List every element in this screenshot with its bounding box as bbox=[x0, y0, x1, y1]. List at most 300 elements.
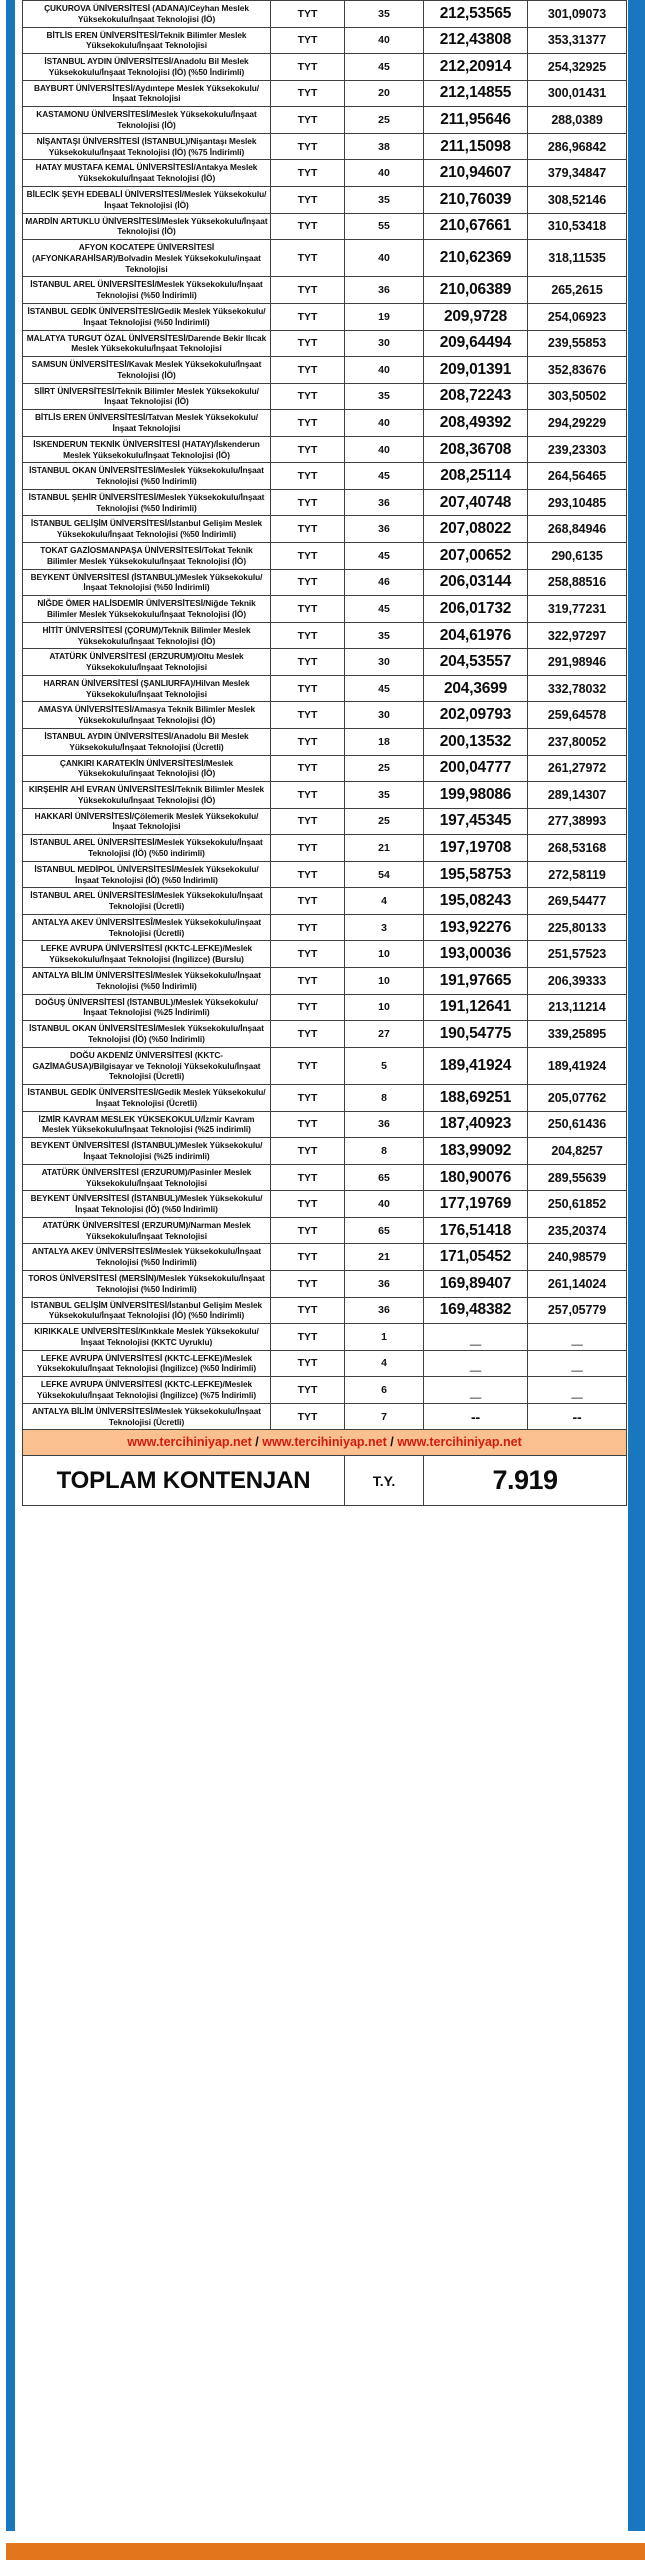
table-row bbox=[23, 622, 627, 649]
table-row bbox=[23, 357, 627, 384]
exam-type-cell: TYT bbox=[271, 888, 345, 915]
program-name-cell: SİİRT ÜNİVERSİTESİ/Teknik Bilimler Meslek Yüksekokulu/İnşaat Teknolojisi (İÖ) bbox=[23, 383, 271, 410]
base-score-cell: 208,72243 bbox=[424, 383, 528, 410]
quota-cell: 10 bbox=[345, 968, 424, 995]
program-name-cell: NİŞANTAŞI ÜNİVERSİTESİ (İSTANBUL)/Nişantaşı Meslek Yüksekokulu/İnşaat Teknolojisi (İÖ) (%75 İndirimli) bbox=[23, 133, 271, 160]
exam-type-cell: TYT bbox=[271, 1138, 345, 1165]
quota-cell: 65 bbox=[345, 1217, 424, 1244]
program-name-cell: İSTANBUL ŞEHİR ÜNİVERSİTESİ/Meslek Yüksekokulu/İnşaat Teknolojisi (%50 İndirimli) bbox=[23, 489, 271, 516]
quota-cell: 65 bbox=[345, 1164, 424, 1191]
exam-type-cell: TYT bbox=[271, 107, 345, 134]
bottom-white-gap bbox=[0, 2531, 645, 2543]
exam-type-cell: TYT bbox=[271, 1164, 345, 1191]
quota-cell: 4 bbox=[345, 1350, 424, 1377]
exam-type-cell: TYT bbox=[271, 277, 345, 304]
quota-cell: 30 bbox=[345, 330, 424, 357]
quota-cell: 6 bbox=[345, 1377, 424, 1404]
exam-type-cell: TYT bbox=[271, 702, 345, 729]
program-name-cell: BEYKENT ÜNİVERSİTESİ (İSTANBUL)/Meslek Yüksekokulu/İnşaat Teknolojisi (%25 indirimli) bbox=[23, 1138, 271, 1165]
quota-cell: 30 bbox=[345, 702, 424, 729]
top-score-cell: 213,11214 bbox=[528, 994, 627, 1021]
table-row bbox=[23, 914, 627, 941]
quota-cell: 35 bbox=[345, 622, 424, 649]
base-score-cell: 204,3699 bbox=[424, 675, 528, 702]
base-score-cell: 197,19708 bbox=[424, 835, 528, 862]
exam-type-cell: TYT bbox=[271, 649, 345, 676]
table-row bbox=[23, 702, 627, 729]
table-row bbox=[23, 1021, 627, 1048]
program-name-cell: SAMSUN ÜNİVERSİTESİ/Kavak Meslek Yüksekokulu/İnşaat Teknolojisi (İÖ) bbox=[23, 357, 271, 384]
table-row bbox=[23, 1217, 627, 1244]
left-blue-bar bbox=[6, 0, 15, 2531]
quota-cell: 5 bbox=[345, 1047, 424, 1084]
exam-type-cell: TYT bbox=[271, 1217, 345, 1244]
base-score-cell: 204,61976 bbox=[424, 622, 528, 649]
top-score-cell: 261,27972 bbox=[528, 755, 627, 782]
top-score-cell: _ bbox=[528, 1350, 627, 1377]
base-score-cell: 193,92276 bbox=[424, 914, 528, 941]
program-name-cell: DOĞUŞ ÜNİVERSİTESİ (İSTANBUL)/Meslek Yüksekokulu/İnşaat Teknolojisi (%25 İndirimli) bbox=[23, 994, 271, 1021]
exam-type-cell: TYT bbox=[271, 782, 345, 809]
program-name-cell: ATATÜRK ÜNİVERSİTESİ (ERZURUM)/Narman Meslek Yüksekokulu/İnşaat Teknolojisi bbox=[23, 1217, 271, 1244]
top-score-cell: 339,25895 bbox=[528, 1021, 627, 1048]
program-name-cell: HATAY MUSTAFA KEMAL ÜNİVERSİTESİ/Antakya Meslek Yüksekokulu/İnşaat Teknolojisi (İÖ) bbox=[23, 160, 271, 187]
table-row bbox=[23, 133, 627, 160]
top-score-cell: 206,39333 bbox=[528, 968, 627, 995]
table-row bbox=[23, 213, 627, 240]
program-name-cell: HAKKARİ ÜNİVERSİTESİ/Çölemerik Meslek Yüksekokulu/İnşaat Teknolojisi bbox=[23, 808, 271, 835]
table-row bbox=[23, 410, 627, 437]
quota-cell: 36 bbox=[345, 1297, 424, 1324]
quota-cell: 45 bbox=[345, 543, 424, 570]
table-row bbox=[23, 596, 627, 623]
exam-type-cell: TYT bbox=[271, 80, 345, 107]
top-score-cell: 288,0389 bbox=[528, 107, 627, 134]
bottom-orange-bar bbox=[6, 2543, 645, 2560]
site-link[interactable]: www.tercihiniyap.net bbox=[127, 1435, 252, 1450]
quota-cell: 45 bbox=[345, 675, 424, 702]
program-name-cell: İSTANBUL AYDIN ÜNİVERSİTESİ/Anadolu Bil Meslek Yüksekokulu/İnşaat Teknolojisi (İÖ) (%50 İndirimli) bbox=[23, 54, 271, 81]
base-score-cell: 207,40748 bbox=[424, 489, 528, 516]
exam-type-cell: TYT bbox=[271, 1297, 345, 1324]
exam-type-cell: TYT bbox=[271, 213, 345, 240]
quota-cell: 25 bbox=[345, 755, 424, 782]
program-name-cell: İSTANBUL GEDİK ÜNİVERSİTESİ/Gedik Meslek Yüksekokulu/İnşaat Teknolojisi (%50 İndirimli) bbox=[23, 303, 271, 330]
table-row bbox=[23, 1047, 627, 1084]
base-score-cell: 209,9728 bbox=[424, 303, 528, 330]
quota-cell: 18 bbox=[345, 728, 424, 755]
quota-cell: 36 bbox=[345, 1111, 424, 1138]
base-score-cell: _ bbox=[424, 1377, 528, 1404]
total-row bbox=[23, 1456, 627, 1506]
quota-cell: 55 bbox=[345, 213, 424, 240]
table-row bbox=[23, 994, 627, 1021]
program-name-cell: ATATÜRK ÜNİVERSİTESİ (ERZURUM)/Pasinler Meslek Yüksekokulu/İnşaat Teknolojisi bbox=[23, 1164, 271, 1191]
exam-type-cell: TYT bbox=[271, 543, 345, 570]
quota-cell: 35 bbox=[345, 383, 424, 410]
top-score-cell: 289,55639 bbox=[528, 1164, 627, 1191]
exam-type-cell: TYT bbox=[271, 1191, 345, 1218]
base-score-cell: 207,08022 bbox=[424, 516, 528, 543]
base-score-cell: 208,25114 bbox=[424, 463, 528, 490]
top-score-cell: 259,64578 bbox=[528, 702, 627, 729]
program-name-cell: TOROS ÜNİVERSİTESİ (MERSİN)/Meslek Yüksekokulu/İnşaat Teknolojisi (%50 İndirimli) bbox=[23, 1271, 271, 1298]
table-row bbox=[23, 303, 627, 330]
exam-type-cell: TYT bbox=[271, 1, 345, 28]
top-score-cell: 257,05779 bbox=[528, 1297, 627, 1324]
table-row bbox=[23, 782, 627, 809]
base-score-cell: 209,01391 bbox=[424, 357, 528, 384]
base-score-cell: 169,48382 bbox=[424, 1297, 528, 1324]
table-row bbox=[23, 649, 627, 676]
top-score-cell: 254,32925 bbox=[528, 54, 627, 81]
quota-cell: 40 bbox=[345, 357, 424, 384]
table-row bbox=[23, 1085, 627, 1112]
exam-type-cell: TYT bbox=[271, 994, 345, 1021]
programs-table-body bbox=[23, 1, 627, 1506]
top-score-cell: 264,56465 bbox=[528, 463, 627, 490]
quota-cell: 46 bbox=[345, 569, 424, 596]
table-row bbox=[23, 330, 627, 357]
base-score-cell: 193,00036 bbox=[424, 941, 528, 968]
base-score-cell: 199,98086 bbox=[424, 782, 528, 809]
table-row bbox=[23, 1, 627, 28]
program-name-cell: MARDİN ARTUKLU ÜNİVERSİTESİ/Meslek Yüksekokulu/İnşaat Teknolojisi (İÖ) bbox=[23, 213, 271, 240]
base-score-cell: 208,49392 bbox=[424, 410, 528, 437]
quota-cell: 25 bbox=[345, 107, 424, 134]
exam-type-cell: TYT bbox=[271, 240, 345, 277]
top-score-cell: 353,31377 bbox=[528, 27, 627, 54]
top-score-cell: 239,23303 bbox=[528, 436, 627, 463]
right-blue-bar bbox=[628, 0, 645, 2531]
exam-type-cell: TYT bbox=[271, 489, 345, 516]
base-score-cell: 211,15098 bbox=[424, 133, 528, 160]
base-score-cell: 200,13532 bbox=[424, 728, 528, 755]
base-score-cell: 210,62369 bbox=[424, 240, 528, 277]
quota-cell: 45 bbox=[345, 54, 424, 81]
base-score-cell: 191,97665 bbox=[424, 968, 528, 995]
program-name-cell: LEFKE AVRUPA ÜNİVERSİTESİ (KKTC-LEFKE)/Meslek Yüksekokulu/İnşaat Teknolojisi (İngilizce) (%75 İndirimli) bbox=[23, 1377, 271, 1404]
program-name-cell: BİTLİS EREN ÜNİVERSİTESİ/Tatvan Meslek Yüksekokulu/İnşaat Teknolojisi bbox=[23, 410, 271, 437]
top-score-cell: 205,07762 bbox=[528, 1085, 627, 1112]
site-link[interactable]: www.tercihiniyap.net bbox=[262, 1435, 387, 1450]
exam-type-cell: TYT bbox=[271, 675, 345, 702]
quota-cell: 3 bbox=[345, 914, 424, 941]
program-name-cell: BİTLİS EREN ÜNİVERSİTESİ/Teknik Bilimler Meslek Yüksekokulu/İnşaat Teknolojisi bbox=[23, 27, 271, 54]
table-row bbox=[23, 888, 627, 915]
program-name-cell: İZMİR KAVRAM MESLEK YÜKSEKOKULU/İzmir Kavram Meslek Yüksekokulu/İnşaat Teknolojisi (%25 indirimli) bbox=[23, 1111, 271, 1138]
exam-type-cell: TYT bbox=[271, 1350, 345, 1377]
top-score-cell: 189,41924 bbox=[528, 1047, 627, 1084]
base-score-cell: 171,05452 bbox=[424, 1244, 528, 1271]
quota-cell: 30 bbox=[345, 649, 424, 676]
quota-cell: 36 bbox=[345, 277, 424, 304]
quota-cell: 7 bbox=[345, 1403, 424, 1430]
exam-type-cell: TYT bbox=[271, 1271, 345, 1298]
exam-type-cell: TYT bbox=[271, 755, 345, 782]
exam-type-cell: TYT bbox=[271, 1047, 345, 1084]
top-score-cell: 235,20374 bbox=[528, 1217, 627, 1244]
exam-type-cell: TYT bbox=[271, 835, 345, 862]
table-row bbox=[23, 861, 627, 888]
exam-type-cell: TYT bbox=[271, 410, 345, 437]
program-name-cell: AMASYA ÜNİVERSİTESİ/Amasya Teknik Bilimler Meslek Yüksekokulu/İnşaat Teknolojisi (İÖ) bbox=[23, 702, 271, 729]
top-score-cell: 286,96842 bbox=[528, 133, 627, 160]
program-name-cell: HİTİT ÜNİVERSİTESİ (ÇORUM)/Teknik Bilimler Meslek Yüksekokulu/İnşaat Teknolojisi (İÖ) bbox=[23, 622, 271, 649]
exam-type-cell: TYT bbox=[271, 569, 345, 596]
program-name-cell: BİLECİK ŞEYH EDEBALİ ÜNİVERSİTESİ/Meslek Yüksekokulu/İnşaat Teknolojisi (İÖ) bbox=[23, 186, 271, 213]
program-name-cell: BEYKENT ÜNİVERSİTESİ (İSTANBUL)/Meslek Yüksekokulu/İnşaat Teknolojisi (İÖ) (%50 İndirimli) bbox=[23, 1191, 271, 1218]
base-score-cell: 209,64494 bbox=[424, 330, 528, 357]
base-score-cell: 202,09793 bbox=[424, 702, 528, 729]
top-score-cell: _ bbox=[528, 1324, 627, 1351]
program-name-cell: ANTALYA AKEV ÜNİVERSİTESÎ/Meslek Yüksekokulu/inşaat Teknolojisi (Ücretli) bbox=[23, 914, 271, 941]
base-score-cell: _ bbox=[424, 1350, 528, 1377]
exam-type-cell: TYT bbox=[271, 728, 345, 755]
base-score-cell: 187,40923 bbox=[424, 1111, 528, 1138]
program-name-cell: İSTANBUL OKAN ÜNİVERSİTESİ/Meslek Yüksekokulu/İnşaat Teknolojisi (%50 İndirimli) bbox=[23, 463, 271, 490]
program-name-cell: İSKENDERUN TEKNİK ÜNİVERSİTESİ (HATAY)/İskenderun Meslek Yüksekokulu/İnşaat Teknolojisi (İÖ) bbox=[23, 436, 271, 463]
table-row bbox=[23, 489, 627, 516]
top-score-cell: 294,29229 bbox=[528, 410, 627, 437]
base-score-cell: 195,08243 bbox=[424, 888, 528, 915]
quota-cell: 8 bbox=[345, 1138, 424, 1165]
top-score-cell: 310,53418 bbox=[528, 213, 627, 240]
table-row bbox=[23, 1324, 627, 1351]
separator: / bbox=[251, 1435, 263, 1450]
quota-cell: 27 bbox=[345, 1021, 424, 1048]
program-name-cell: NİĞDE ÖMER HALİSDEMİR ÜNİVERSİTESİ/Niğde Teknik Bilimler Meslek Yüksekokulu/İnşaat Teknolojisi (İÖ) bbox=[23, 596, 271, 623]
program-name-cell: DOĞU AKDENİZ ÜNİVERSİTESİ (KKTC-GAZİMAĞUSA)/Bilgisayar ve Teknoloji Yüksekokulu/İnşaat Teknolojisi (Ücretli) bbox=[23, 1047, 271, 1084]
top-score-cell: 303,50502 bbox=[528, 383, 627, 410]
table-row bbox=[23, 1297, 627, 1324]
program-name-cell: İSTANBUL AREL ÜNİVERSİTESİ/Meslek Yüksekokulu/İnşaat Teknolojisi (İÖ) (%50 indirimli) bbox=[23, 835, 271, 862]
base-score-cell: 210,67661 bbox=[424, 213, 528, 240]
exam-type-cell: TYT bbox=[271, 383, 345, 410]
table-row bbox=[23, 436, 627, 463]
exam-type-cell: TYT bbox=[271, 463, 345, 490]
top-score-cell: 301,09073 bbox=[528, 1, 627, 28]
table-row bbox=[23, 1191, 627, 1218]
base-score-cell: 169,89407 bbox=[424, 1271, 528, 1298]
top-score-cell: 250,61436 bbox=[528, 1111, 627, 1138]
quota-cell: 1 bbox=[345, 1324, 424, 1351]
table-row bbox=[23, 240, 627, 277]
program-name-cell: HARRAN ÜNİVERSİTESİ (ŞANLIURFA)/Hilvan Meslek Yüksekokulu/İnşaat Teknolojisi bbox=[23, 675, 271, 702]
top-score-cell: 318,11535 bbox=[528, 240, 627, 277]
quota-cell: 35 bbox=[345, 186, 424, 213]
top-score-cell: 269,54477 bbox=[528, 888, 627, 915]
top-score-cell: 322,97297 bbox=[528, 622, 627, 649]
table-row bbox=[23, 1164, 627, 1191]
exam-type-cell: TYT bbox=[271, 357, 345, 384]
base-score-cell: 177,19769 bbox=[424, 1191, 528, 1218]
table-row bbox=[23, 186, 627, 213]
table-row bbox=[23, 516, 627, 543]
base-score-cell: 208,36708 bbox=[424, 436, 528, 463]
program-name-cell: KASTAMONU ÜNİVERSİTESİ/Meslek Yüksekokulu/İnşaat Teknolojisi (İÖ) bbox=[23, 107, 271, 134]
top-score-cell: 250,61852 bbox=[528, 1191, 627, 1218]
promo-cell bbox=[23, 1430, 627, 1456]
top-score-cell: 268,84946 bbox=[528, 516, 627, 543]
top-score-cell: 251,57523 bbox=[528, 941, 627, 968]
base-score-cell: 210,06389 bbox=[424, 277, 528, 304]
exam-type-cell: TYT bbox=[271, 596, 345, 623]
base-score-cell: 210,94607 bbox=[424, 160, 528, 187]
quota-cell: 45 bbox=[345, 463, 424, 490]
base-score-cell: 204,53557 bbox=[424, 649, 528, 676]
exam-type-cell: TYT bbox=[271, 1111, 345, 1138]
table-row bbox=[23, 1244, 627, 1271]
program-name-cell: İSTANBUL AREL ÜNİVERSİTESİ/Meslek Yüksekokulu/İnşaat Teknolojisi (%50 İndirimli) bbox=[23, 277, 271, 304]
program-name-cell: MALATYA TURGUT ÖZAL ÜNİVERSİTESİ/Darende Bekir Ilıcak Meslek Yüksekokulu/İnşaat Teknolojisi bbox=[23, 330, 271, 357]
program-name-cell: BAYBURT ÜNİVERSİTESİ/Aydıntepe Meslek Yüksekokulu/İnşaat Teknolojisi bbox=[23, 80, 271, 107]
exam-type-cell: TYT bbox=[271, 1324, 345, 1351]
exam-type-cell: TYT bbox=[271, 516, 345, 543]
program-name-cell: AFYON KOCATEPE ÜNİVERSİTESİ (AFYONKARAHİSAR)/Bolvadin Meslek Yüksekokulu/inşaat Teknolojisi bbox=[23, 240, 271, 277]
program-name-cell: TOKAT GAZİOSMANPAŞA ÜNİVERSİTESİ/Tokat Teknik Bilimler Meslek Yüksekokulu/İnşaat Teknolojisi (İÖ) bbox=[23, 543, 271, 570]
program-name-cell: KIRIKKALE UNİVERSİTESİ/Kınkkale Meslek Yüksekokulu/İnşaat Teknolojisi (KKTC Uyruklu) bbox=[23, 1324, 271, 1351]
top-score-cell: 265,2615 bbox=[528, 277, 627, 304]
program-name-cell: İSTANBUL GEDİK ÜNİVERSİTESİ/Gedik Meslek Yüksekokulu/İnşaat Teknolojisi (Ücretli) bbox=[23, 1085, 271, 1112]
base-score-cell: 206,03144 bbox=[424, 569, 528, 596]
table-row bbox=[23, 941, 627, 968]
program-name-cell: ANTALYA BİLİM ÜNİVERSİTESİ/Meslek Yüksekokulu/İnşaat Teknolojisi (%50 İndirimli) bbox=[23, 968, 271, 995]
table-content bbox=[22, 0, 626, 1506]
exam-type-cell: TYT bbox=[271, 436, 345, 463]
program-name-cell: BEYKENT ÜNİVERSİTESİ (İSTANBUL)/Meslek Yüksekokulu/İnşaat Teknolojisi (%50 İndirimli) bbox=[23, 569, 271, 596]
top-score-cell: 300,01431 bbox=[528, 80, 627, 107]
program-name-cell: ANTALYA BİLİM ÜNİVERSİTESİ/Meslek Yüksekokulu/İnşaat Teknolojisi (Ücretli) bbox=[23, 1403, 271, 1430]
base-score-cell: 212,53565 bbox=[424, 1, 528, 28]
top-score-cell: 289,14307 bbox=[528, 782, 627, 809]
exam-type-cell: TYT bbox=[271, 186, 345, 213]
base-score-cell: 210,76039 bbox=[424, 186, 528, 213]
total-label: TOPLAM KONTENJAN bbox=[23, 1456, 345, 1506]
exam-type-cell: TYT bbox=[271, 1377, 345, 1404]
base-score-cell: 212,43808 bbox=[424, 27, 528, 54]
quota-cell: 38 bbox=[345, 133, 424, 160]
top-score-cell: 272,58119 bbox=[528, 861, 627, 888]
table-row bbox=[23, 1111, 627, 1138]
top-score-cell: 204,8257 bbox=[528, 1138, 627, 1165]
quota-cell: 35 bbox=[345, 1, 424, 28]
program-name-cell: İSTANBUL AYDIN ÜNİVERSİTESİ/Anadolu Bil Meslek Yüksekokulu/İnşaat Teknolojisi (Ücretli) bbox=[23, 728, 271, 755]
program-name-cell: LEFKE AVRUPA ÜNİVERSİTESİ (KKTC-LEFKE)/Meslek Yüksekokulu/İnşaat Teknolojisi (İngilizce) (Burslu) bbox=[23, 941, 271, 968]
table-row bbox=[23, 675, 627, 702]
base-score-cell: 191,12641 bbox=[424, 994, 528, 1021]
top-score-cell: 261,14024 bbox=[528, 1271, 627, 1298]
table-row bbox=[23, 80, 627, 107]
separator: / bbox=[386, 1435, 398, 1450]
base-score-cell: 207,00652 bbox=[424, 543, 528, 570]
base-score-cell: 206,01732 bbox=[424, 596, 528, 623]
base-score-cell: 200,04777 bbox=[424, 755, 528, 782]
base-score-cell: 189,41924 bbox=[424, 1047, 528, 1084]
program-name-cell: ÇUKUROVA ÜNİVERSİTESİ (ADANA)/Ceyhan Meslek Yüksekokulu/İnşaat Teknolojisi (İÖ) bbox=[23, 1, 271, 28]
base-score-cell: 211,95646 bbox=[424, 107, 528, 134]
total-exam-type-badge: T.Y. bbox=[345, 1456, 424, 1506]
top-score-cell: 268,53168 bbox=[528, 835, 627, 862]
table-row bbox=[23, 54, 627, 81]
base-score-cell: 197,45345 bbox=[424, 808, 528, 835]
exam-type-cell: TYT bbox=[271, 133, 345, 160]
top-score-cell: 319,77231 bbox=[528, 596, 627, 623]
top-score-cell: 290,6135 bbox=[528, 543, 627, 570]
base-score-cell: 188,69251 bbox=[424, 1085, 528, 1112]
table-row bbox=[23, 968, 627, 995]
top-score-cell: 254,06923 bbox=[528, 303, 627, 330]
quota-cell: 19 bbox=[345, 303, 424, 330]
base-score-cell: 176,51418 bbox=[424, 1217, 528, 1244]
base-score-cell: 190,54775 bbox=[424, 1021, 528, 1048]
quota-cell: 10 bbox=[345, 994, 424, 1021]
table-row bbox=[23, 755, 627, 782]
table-row bbox=[23, 1350, 627, 1377]
base-score-cell: -- bbox=[424, 1403, 528, 1430]
base-score-cell: _ bbox=[424, 1324, 528, 1351]
table-row bbox=[23, 569, 627, 596]
quota-cell: 21 bbox=[345, 835, 424, 862]
quota-cell: 25 bbox=[345, 808, 424, 835]
top-score-cell: 308,52146 bbox=[528, 186, 627, 213]
table-row bbox=[23, 1377, 627, 1404]
program-name-cell: İSTANBUL GELİŞİM ÜNİVERSİTESİ/İstanbul Gelişim Meslek Yüksekokulu/İnşaat Teknolojisi (%50 İndirimli) bbox=[23, 516, 271, 543]
program-name-cell: ANTALYA AKEV ÜNİVERSİTESİ/Meslek Yüksekokulu/İnşaat Teknolojisi (%50 İndirimli) bbox=[23, 1244, 271, 1271]
top-score-cell: 291,98946 bbox=[528, 649, 627, 676]
table-row bbox=[23, 383, 627, 410]
table-row bbox=[23, 463, 627, 490]
site-link[interactable]: www.tercihiniyap.net bbox=[397, 1435, 522, 1450]
top-score-cell: 239,55853 bbox=[528, 330, 627, 357]
exam-type-cell: TYT bbox=[271, 1021, 345, 1048]
table-row bbox=[23, 27, 627, 54]
exam-type-cell: TYT bbox=[271, 861, 345, 888]
top-score-cell: _ bbox=[528, 1377, 627, 1404]
program-name-cell: İSTANBUL MEDİPOL ÜNİVERSİTESİ/Meslek Yüksekokulu/İnşaat Teknolojisi (İÖ) (%50 İndirimli) bbox=[23, 861, 271, 888]
table-row bbox=[23, 543, 627, 570]
quota-cell: 36 bbox=[345, 516, 424, 543]
quota-cell: 40 bbox=[345, 436, 424, 463]
promo-text bbox=[127, 1435, 522, 1449]
table-row bbox=[23, 1403, 627, 1430]
programs-table bbox=[22, 0, 627, 1506]
exam-type-cell: TYT bbox=[271, 808, 345, 835]
table-row bbox=[23, 107, 627, 134]
table-row bbox=[23, 808, 627, 835]
quota-cell: 10 bbox=[345, 941, 424, 968]
base-score-cell: 212,14855 bbox=[424, 80, 528, 107]
quota-cell: 20 bbox=[345, 80, 424, 107]
quota-cell: 36 bbox=[345, 489, 424, 516]
top-score-cell: 258,88516 bbox=[528, 569, 627, 596]
exam-type-cell: TYT bbox=[271, 1403, 345, 1430]
exam-type-cell: TYT bbox=[271, 941, 345, 968]
top-score-cell: 293,10485 bbox=[528, 489, 627, 516]
base-score-cell: 183,99092 bbox=[424, 1138, 528, 1165]
quota-cell: 40 bbox=[345, 27, 424, 54]
quota-cell: 45 bbox=[345, 596, 424, 623]
exam-type-cell: TYT bbox=[271, 330, 345, 357]
exam-type-cell: TYT bbox=[271, 160, 345, 187]
table-row bbox=[23, 1271, 627, 1298]
exam-type-cell: TYT bbox=[271, 968, 345, 995]
table-row bbox=[23, 728, 627, 755]
program-name-cell: LEFKE AVRUPA ÜNİVERSİTESİ (KKTC-LEFKE)/Meslek Yüksekokulu/İnşaat Teknolojisi (İngilizce) (%50 İndirimli) bbox=[23, 1350, 271, 1377]
quota-cell: 4 bbox=[345, 888, 424, 915]
program-name-cell: İSTANBUL GELİŞİM ÜNİVERSİTESİ/İstanbul Gelişim Meslek Yüksekokulu/İnşaat Teknolojisi (İÖ) (%50 İndirimli) bbox=[23, 1297, 271, 1324]
exam-type-cell: TYT bbox=[271, 1085, 345, 1112]
